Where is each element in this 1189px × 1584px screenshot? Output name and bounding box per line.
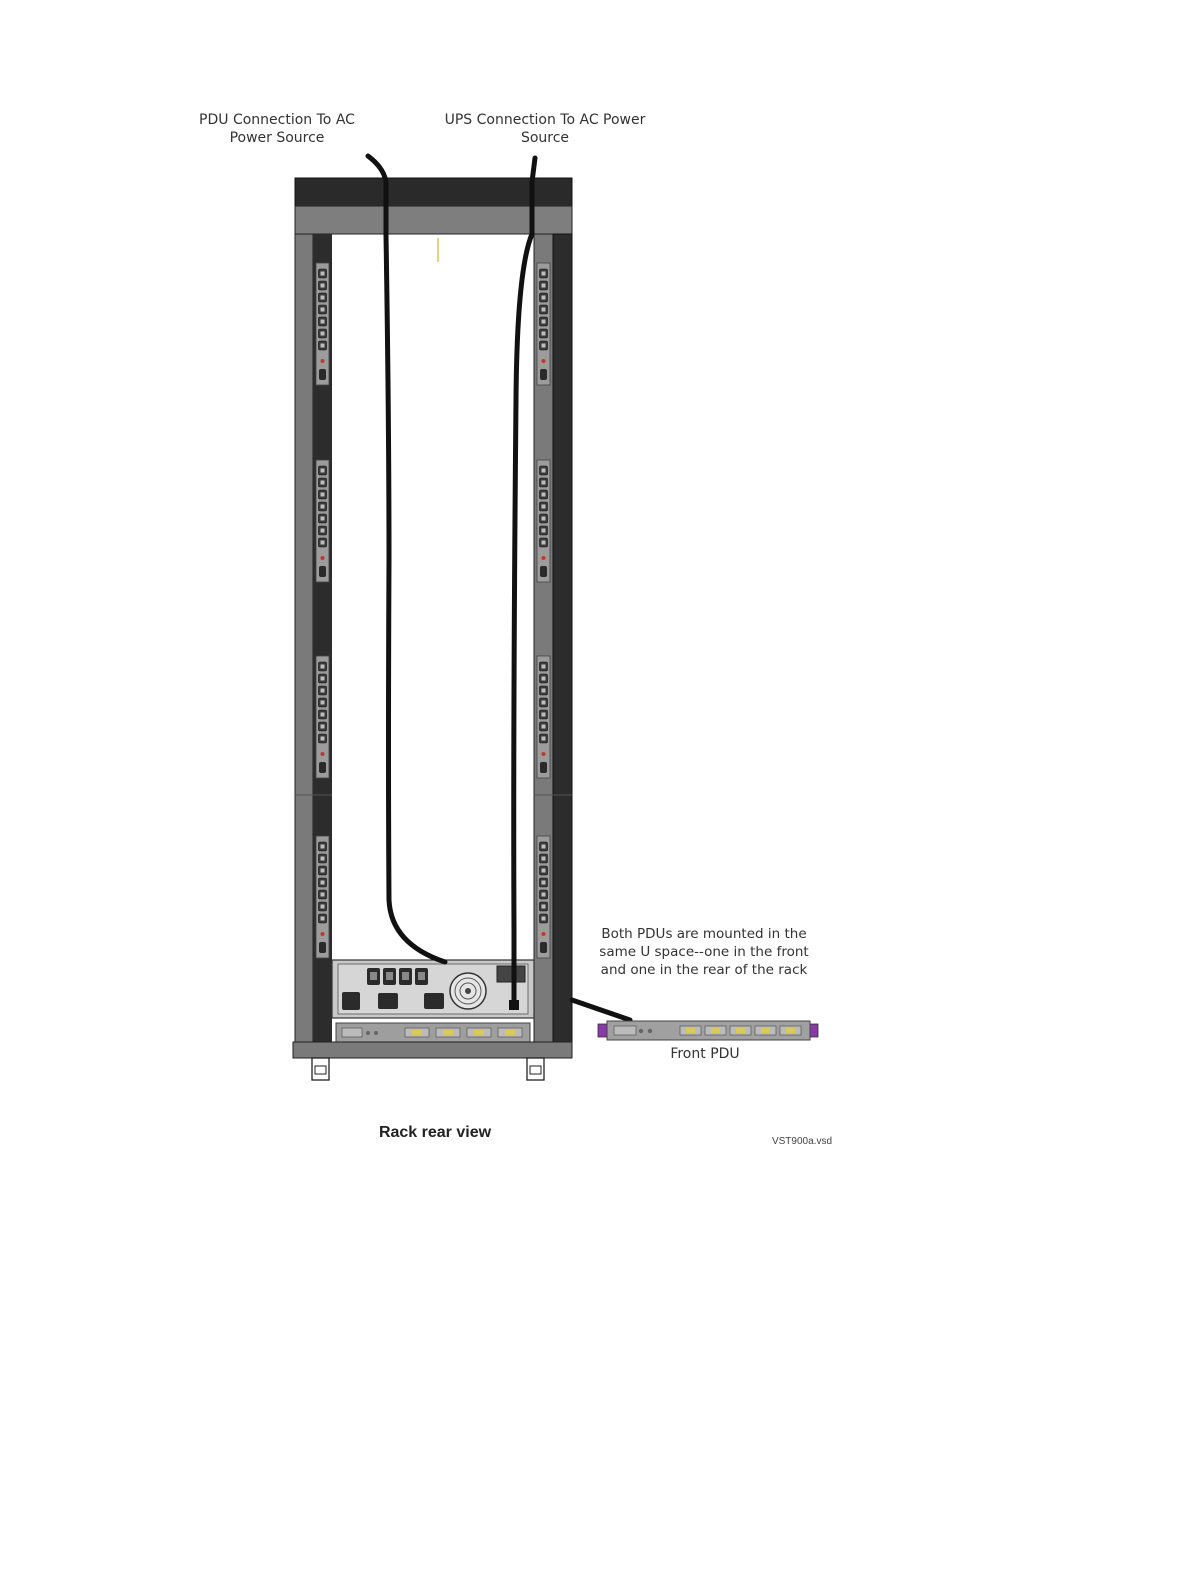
rear-pdu-right-4-outlet-3-socket	[542, 869, 546, 873]
rear-pdu-right-3-outlet-7-socket	[542, 737, 546, 741]
rear-pdu-left-2-outlet-2-socket	[321, 481, 325, 485]
rear-pdu-left-4-outlet-3-socket	[321, 869, 325, 873]
rear-pdu-right-4-outlet-4-socket	[542, 881, 546, 885]
ups-iec-input-2	[378, 993, 398, 1009]
front-pdu-cable	[572, 1000, 630, 1020]
rear-pdu-right-1-outlet-2-socket	[542, 284, 546, 288]
rear-pdu-left-3-outlet-7-socket	[321, 737, 325, 741]
rear-pdu-left-2	[316, 460, 329, 582]
rear-pdu-right-2-outlet-6-socket	[542, 529, 546, 533]
ups-input-connector	[497, 966, 525, 982]
right-caster-wheel	[530, 1066, 541, 1074]
rear-pdu-left-4-breaker	[319, 942, 326, 953]
front-pdu-outlet-1-mark	[686, 1028, 695, 1033]
ups-fan-hub	[465, 988, 471, 994]
rear-pdu-right-3-indicator	[542, 752, 546, 756]
rear-pdu-right-4-outlet-1-socket	[542, 845, 546, 849]
mount-note-line-1: Both PDUs are mounted in the	[601, 926, 807, 942]
rear-pdu-left-4-outlet-4-socket	[321, 881, 325, 885]
rear-pdu-right-4-breaker	[540, 942, 547, 953]
rear-pdu-left-4-outlet-1-socket	[321, 845, 325, 849]
rear-pdu-left-1-outlet-7-socket	[321, 344, 325, 348]
ups-unit	[332, 960, 534, 1018]
rear-pdu-left-3	[316, 656, 329, 778]
rear-pdu-right-1-breaker	[540, 369, 547, 380]
rear-pdu-left-2-outlet-7-socket	[321, 541, 325, 545]
front-pdu	[598, 1021, 818, 1040]
pdu-connection-line-2: Power Source	[229, 130, 325, 146]
front-pdu-outlet-5-mark	[786, 1028, 795, 1033]
rear-pdu-right-2	[537, 460, 550, 582]
rear-pdu-right-1-indicator	[542, 359, 546, 363]
rear-pdu-right-3-outlet-3-socket	[542, 689, 546, 693]
rear-pdu-right-3-breaker	[540, 762, 547, 773]
ups-outlet-3-socket	[402, 972, 409, 980]
rear-pdu-left-4	[316, 836, 329, 958]
ups-outlet-2-socket	[386, 972, 393, 980]
ups-connection-line-2: Source	[520, 130, 570, 146]
rear-pdu-right-1-outlet-5-socket	[542, 320, 546, 324]
rear-bottom-outlet-2-mark	[443, 1030, 453, 1035]
ups-iec-input-3	[424, 993, 444, 1009]
rear-pdu-right-1	[537, 263, 550, 385]
rear-pdu-right-2-outlet-2-socket	[542, 481, 546, 485]
rear-pdu-left-3-breaker	[319, 762, 326, 773]
rear-pdu-left-3-outlet-1-socket	[321, 665, 325, 669]
rear-pdu-left-1-indicator	[321, 359, 325, 363]
left-caster-wheel	[315, 1066, 326, 1074]
rear-pdu-right-4-outlet-7-socket	[542, 917, 546, 921]
rear-pdu-right-3-outlet-2-socket	[542, 677, 546, 681]
rear-pdu-right-4-outlet-2-socket	[542, 857, 546, 861]
rear-pdu-left-1-outlet-2-socket	[321, 284, 325, 288]
rear-pdu-right-2-outlet-4-socket	[542, 505, 546, 509]
front-pdu-label: Front PDU	[670, 1046, 740, 1062]
rear-pdu-right-4	[537, 836, 550, 958]
pdu-connection-line-1: PDU Connection To AC	[199, 112, 355, 128]
rear-pdu-left-4-outlet-5-socket	[321, 893, 325, 897]
ups-outlet-4-socket	[418, 972, 425, 980]
rear-pdu-right-1-outlet-3-socket	[542, 296, 546, 300]
rear-pdu-left-1-outlet-1-socket	[321, 272, 325, 276]
rear-pdu-right-3-outlet-6-socket	[542, 725, 546, 729]
rear-pdu-left-1	[316, 263, 329, 385]
rear-pdu-left-1-outlet-4-socket	[321, 308, 325, 312]
rack-left-outer-post	[295, 234, 313, 1042]
rear-pdu-right-2-outlet-3-socket	[542, 493, 546, 497]
ups-ac-cable	[514, 158, 535, 1006]
rear-pdu-left-3-outlet-4-socket	[321, 701, 325, 705]
rear-pdu-left-2-outlet-3-socket	[321, 493, 325, 497]
rear-pdu-left-1-outlet-3-socket	[321, 296, 325, 300]
rear-pdu-left-2-indicator	[321, 556, 325, 560]
rear-pdu-right-3	[537, 656, 550, 778]
rear-pdu-left-4-outlet-7-socket	[321, 917, 325, 921]
rear-pdu-right-2-outlet-7-socket	[542, 541, 546, 545]
rear-pdu-left-4-outlet-6-socket	[321, 905, 325, 909]
rear-pdu-left-2-outlet-4-socket	[321, 505, 325, 509]
rear-pdu-right-4-indicator	[542, 932, 546, 936]
rear-bottom-outlet-1-mark	[412, 1030, 422, 1035]
rear-pdu-left-3-outlet-5-socket	[321, 713, 325, 717]
mount-note-line-3: and one in the rear of the rack	[600, 962, 808, 978]
rear-pdu-left-2-outlet-5-socket	[321, 517, 325, 521]
ups-connection-line-1: UPS Connection To AC Power	[444, 112, 646, 128]
front-pdu-outlet-group	[680, 1026, 801, 1035]
rear-pdu-left-3-outlet-3-socket	[321, 689, 325, 693]
rear-pdu-right-1-outlet-1-socket	[542, 272, 546, 276]
rear-pdu-right-2-outlet-1-socket	[542, 469, 546, 473]
rear-pdu-right-3-outlet-5-socket	[542, 713, 546, 717]
ups-cable-plug	[509, 1000, 519, 1010]
rear-bottom-switch-2	[374, 1031, 378, 1035]
rear-pdu-left-3-indicator	[321, 752, 325, 756]
rear-pdu-right-3-outlet-4-socket	[542, 701, 546, 705]
front-pdu-switch-2	[648, 1029, 652, 1033]
rear-pdu-right-1-outlet-4-socket	[542, 308, 546, 312]
rear-pdu-right-3-outlet-1-socket	[542, 665, 546, 669]
rear-pdu-right-1-outlet-6-socket	[542, 332, 546, 336]
rear-bottom-outlet-3-mark	[474, 1030, 484, 1035]
rear-pdu-left-1-outlet-5-socket	[321, 320, 325, 324]
rear-pdu-right-4-outlet-5-socket	[542, 893, 546, 897]
rear-bottom-outlet-0	[342, 1028, 362, 1037]
front-pdu-outlet-0	[614, 1026, 636, 1035]
rear-pdu-left-4-indicator	[321, 932, 325, 936]
rear-pdu-left-1-breaker	[319, 369, 326, 380]
figure-caption: Rack rear view	[378, 1124, 492, 1141]
front-pdu-outlet-3-mark	[736, 1028, 745, 1033]
front-pdu-switch-1	[639, 1029, 643, 1033]
ups-outlet-1-socket	[370, 972, 377, 980]
rear-pdu-right-2-breaker	[540, 566, 547, 577]
pdu-ac-cable	[368, 156, 445, 962]
mount-note-line-2: same U space--one in the front	[599, 944, 809, 960]
rack-base	[293, 1042, 572, 1058]
rack-right-outer-post	[553, 234, 572, 1042]
rear-pdu-right-2-outlet-5-socket	[542, 517, 546, 521]
rear-pdu-left-2-outlet-6-socket	[321, 529, 325, 533]
front-pdu-outlet-4-mark	[761, 1028, 770, 1033]
rear-pdu-left-3-outlet-6-socket	[321, 725, 325, 729]
rear-pdu-left-4-outlet-2-socket	[321, 857, 325, 861]
rear-bottom-switch-1	[366, 1031, 370, 1035]
rear-pdu-right-4-outlet-6-socket	[542, 905, 546, 909]
rear-bottom-outlet-4-mark	[505, 1030, 515, 1035]
rear-pdu-right-2-indicator	[542, 556, 546, 560]
rear-pdu-left-1-outlet-6-socket	[321, 332, 325, 336]
rear-pdu-left-2-breaker	[319, 566, 326, 577]
ups-iec-input-1	[342, 992, 360, 1010]
rear-pdu-left-2-outlet-1-socket	[321, 469, 325, 473]
front-pdu-outlet-2-mark	[711, 1028, 720, 1033]
rear-pdu-right-1-outlet-7-socket	[542, 344, 546, 348]
figure-filename: VST900a.vsd	[771, 1136, 833, 1147]
rear-pdu-left-3-outlet-2-socket	[321, 677, 325, 681]
